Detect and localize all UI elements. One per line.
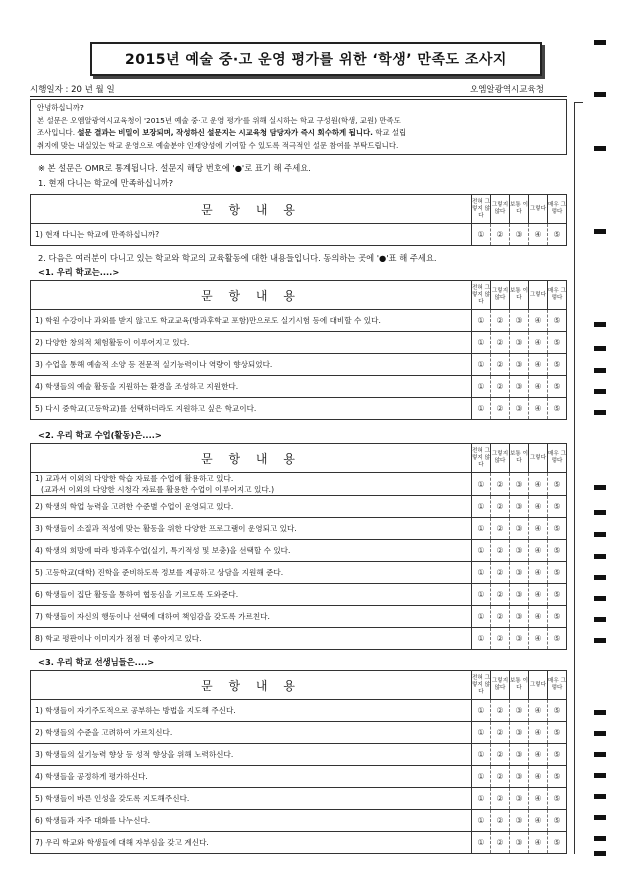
table-row <box>31 224 567 246</box>
timing-mark <box>594 485 606 490</box>
question-text: 3) 수업을 통해 예술적 소양 등 전문적 실기능력이나 역량이 향상되었다. <box>31 354 472 376</box>
question-text: 4) 학생들의 예술 활동을 지원하는 환경을 조성하고 지원한다. <box>31 376 472 398</box>
answer-option-2[interactable]: ② <box>491 766 510 788</box>
answer-option-5[interactable]: ⑤ <box>548 766 567 788</box>
answer-option-2[interactable]: ② <box>491 473 510 496</box>
scale-label: 그렇지 않다 <box>491 444 510 473</box>
answer-option-5[interactable]: ⑤ <box>548 496 567 518</box>
scale-label: 그렇지 않다 <box>491 281 510 310</box>
section-1-table <box>30 280 567 420</box>
answer-option-4[interactable]: ④ <box>529 562 548 584</box>
answer-option-5[interactable]: ⑤ <box>548 584 567 606</box>
answer-option-2[interactable]: ② <box>491 540 510 562</box>
scale-label: 전혀 그렇지 않다 <box>472 195 491 224</box>
answer-option-3[interactable]: ③ <box>510 540 529 562</box>
answer-option-4[interactable]: ④ <box>529 722 548 744</box>
answer-option-4[interactable]: ④ <box>529 473 548 496</box>
scale-label: 보통 이다 <box>510 195 529 224</box>
question-text: 3) 학생들의 실기능력 향상 등 성적 향상을 위해 노력하신다. <box>31 744 472 766</box>
table-row <box>31 584 567 606</box>
timing-mark <box>594 710 606 715</box>
answer-option-1[interactable]: ① <box>472 584 491 606</box>
answer-option-2[interactable]: ② <box>491 584 510 606</box>
answer-option-3[interactable]: ③ <box>510 562 529 584</box>
answer-option-5[interactable]: ⑤ <box>548 518 567 540</box>
scale-label: 보통 이다 <box>510 444 529 473</box>
answer-option-2[interactable]: ② <box>491 518 510 540</box>
timing-mark <box>594 40 606 45</box>
scale-label: 전혀 그렇지 않다 <box>472 671 491 700</box>
answer-option-4[interactable]: ④ <box>529 376 548 398</box>
intro-line: 취지에 맞는 내실있는 학교 운영으로 예술분야 인재양성에 기여할 수 있도록 적극적인 설문 참여를 부탁드립니다. <box>37 140 399 150</box>
answer-option-4[interactable]: ④ <box>529 584 548 606</box>
table-header: 문 항 내 용 <box>31 281 472 310</box>
answer-option-1[interactable]: ① <box>472 766 491 788</box>
answer-option-2[interactable]: ② <box>491 562 510 584</box>
answer-option-4[interactable]: ④ <box>529 332 548 354</box>
question-text: 2) 학생들의 수준을 고려하여 가르치신다. <box>31 722 472 744</box>
answer-option-4[interactable]: ④ <box>529 766 548 788</box>
answer-option-2[interactable]: ② <box>491 398 510 420</box>
scale-label: 전혀 그렇지 않다 <box>472 444 491 473</box>
scale-label: 전혀 그렇지 않다 <box>472 281 491 310</box>
answer-option-1[interactable]: ① <box>472 540 491 562</box>
table-row <box>31 376 567 398</box>
scale-label: 그렇다 <box>529 281 548 310</box>
question-text: 6) 학생들이 집단 활동을 통하여 협동심을 기르도록 도와준다. <box>31 584 472 606</box>
answer-option-1[interactable]: ① <box>472 562 491 584</box>
answer-option-3[interactable]: ③ <box>510 628 529 650</box>
answer-option-4[interactable]: ④ <box>529 354 548 376</box>
title-text: 2015년 예술 중·고 운영 평가를 위한 ‘학생’ 만족도 조사지 <box>125 52 507 68</box>
answer-option-4[interactable]: ④ <box>529 496 548 518</box>
timing-mark <box>594 346 606 351</box>
answer-option-5[interactable]: ⑤ <box>548 562 567 584</box>
answer-option-2[interactable]: ② <box>491 354 510 376</box>
table-row <box>31 788 567 810</box>
answer-option-3[interactable]: ③ <box>510 722 529 744</box>
answer-option-3[interactable]: ③ <box>510 700 529 722</box>
answer-option-5[interactable]: ⑤ <box>548 788 567 810</box>
timing-mark <box>594 368 606 373</box>
answer-option-4[interactable]: ④ <box>529 518 548 540</box>
timing-mark <box>594 146 606 151</box>
answer-option-2[interactable]: ② <box>491 788 510 810</box>
answer-option-2[interactable]: ② <box>491 722 510 744</box>
answer-option-1[interactable]: ① <box>472 810 491 832</box>
answer-option-5[interactable]: ⑤ <box>548 832 567 854</box>
section-3-title: <3. 우리 학교 선생님들은....> <box>38 657 155 667</box>
answer-option-1[interactable]: ① <box>472 700 491 722</box>
timing-mark <box>594 773 606 778</box>
page-title <box>90 42 542 76</box>
answer-option-3[interactable]: ③ <box>510 354 529 376</box>
question-text: 2) 학생의 학업 능력을 고려한 수준별 수업이 운영되고 있다. <box>31 496 472 518</box>
table-row <box>31 540 567 562</box>
answer-option-4[interactable]: ④ <box>529 628 548 650</box>
timing-mark <box>594 815 606 820</box>
timing-mark <box>594 510 606 515</box>
intro-text: 학교 설립 <box>372 128 407 137</box>
answer-option-3[interactable]: ③ <box>510 496 529 518</box>
question-text: 4) 학생의 희망에 따라 방과후수업(실기, 특기적성 및 보충)을 선택할 수 있다. <box>31 540 472 562</box>
table-row <box>31 766 567 788</box>
timing-mark <box>594 532 606 537</box>
question-text: 5) 다시 중학교(고등학교)를 선택하더라도 지원하고 싶은 학교이다. <box>31 398 472 420</box>
section-1-title: <1. 우리 학교는....> <box>38 267 120 277</box>
answer-option-3[interactable]: ③ <box>510 310 529 332</box>
answer-option-1[interactable]: ① <box>472 628 491 650</box>
table-row <box>31 700 567 722</box>
answer-option-5[interactable]: ⑤ <box>548 540 567 562</box>
intro-emphasis: 설문 결과는 비밀이 보장되며, 작성하신 설문지는 시교육청 담당자가 즉시 회수하게 됩니다. <box>77 128 373 137</box>
answer-option-2[interactable]: ② <box>491 810 510 832</box>
answer-option-4[interactable]: ④ <box>529 224 548 246</box>
scale-label: 보통 이다 <box>510 281 529 310</box>
table-header: 문 항 내 용 <box>31 444 472 473</box>
table-row <box>31 310 567 332</box>
timing-mark <box>594 638 606 643</box>
question-subline: (교과서 이외의 다양한 시청각 자료를 활용한 수업이 이루어지고 있다.) <box>41 485 275 494</box>
answer-option-4[interactable]: ④ <box>529 700 548 722</box>
table-row <box>31 398 567 420</box>
date-field: 시행일자 : 20 년 월 일 <box>30 85 115 95</box>
answer-option-2[interactable]: ② <box>491 376 510 398</box>
table-row <box>31 496 567 518</box>
question-text: 1) 현재 다니는 학교에 만족하십니까? <box>31 224 472 246</box>
answer-option-1[interactable]: ① <box>472 224 491 246</box>
answer-option-1[interactable]: ① <box>472 332 491 354</box>
scale-label: 보통 이다 <box>510 671 529 700</box>
table-row <box>31 332 567 354</box>
answer-option-1[interactable]: ① <box>472 518 491 540</box>
answer-option-5[interactable]: ⑤ <box>548 700 567 722</box>
timing-mark <box>594 752 606 757</box>
table-header: 문 항 내 용 <box>31 671 472 700</box>
question-text: 7) 학생들이 자신의 행동이나 선택에 대하여 책임감을 갖도록 가르친다. <box>31 606 472 628</box>
answer-option-3[interactable]: ③ <box>510 606 529 628</box>
answer-option-2[interactable]: ② <box>491 628 510 650</box>
answer-option-1[interactable]: ① <box>472 496 491 518</box>
timing-mark <box>594 794 606 799</box>
answer-option-5[interactable]: ⑤ <box>548 606 567 628</box>
org-name: 오엠알광역시교육청 <box>470 85 544 95</box>
answer-option-3[interactable]: ③ <box>510 224 529 246</box>
timing-mark <box>594 554 606 559</box>
answer-option-4[interactable]: ④ <box>529 606 548 628</box>
answer-option-2[interactable]: ② <box>491 606 510 628</box>
answer-option-3[interactable]: ③ <box>510 744 529 766</box>
table-row <box>31 628 567 650</box>
timing-mark <box>594 596 606 601</box>
scale-label: 매우 그렇다 <box>548 444 567 473</box>
table-row <box>31 722 567 744</box>
table-row <box>31 562 567 584</box>
timing-mark <box>594 617 606 622</box>
answer-option-3[interactable]: ③ <box>510 810 529 832</box>
answer-option-5[interactable]: ⑤ <box>548 810 567 832</box>
table-row <box>31 810 567 832</box>
intro-text: 조사입니다. <box>37 128 78 137</box>
answer-option-5[interactable]: ⑤ <box>548 398 567 420</box>
answer-option-1[interactable]: ① <box>472 310 491 332</box>
table-row <box>31 832 567 854</box>
answer-option-1[interactable]: ① <box>472 398 491 420</box>
answer-option-3[interactable]: ③ <box>510 376 529 398</box>
answer-option-5[interactable]: ⑤ <box>548 628 567 650</box>
table-row <box>31 518 567 540</box>
answer-option-4[interactable]: ④ <box>529 832 548 854</box>
answer-option-2[interactable]: ② <box>491 832 510 854</box>
question-text <box>31 473 472 496</box>
table-row <box>31 606 567 628</box>
answer-option-3[interactable]: ③ <box>510 473 529 496</box>
answer-option-5[interactable]: ⑤ <box>548 224 567 246</box>
intro-line: 본 설문은 오엠알광역시교육청이 '2015년 예술 중·고 운영 평가'를 위해 실시하는 학교 구성원(학생, 교원) 만족도 <box>37 115 401 125</box>
question-text: 3) 학생들이 소질과 적성에 맞는 활동을 위한 다양한 프로그램이 운영되고 있다. <box>31 518 472 540</box>
intro-box <box>30 99 567 155</box>
answer-option-2[interactable]: ② <box>491 310 510 332</box>
question-text: 6) 학생들과 자주 대화를 나누신다. <box>31 810 472 832</box>
answer-option-1[interactable]: ① <box>472 473 491 496</box>
timing-mark <box>594 389 606 394</box>
answer-option-3[interactable]: ③ <box>510 832 529 854</box>
answer-option-1[interactable]: ① <box>472 788 491 810</box>
omr-rail <box>574 102 575 854</box>
q2-prompt: 2. 다음은 여러분이 다니고 있는 학교와 학교의 교육활동에 대한 내용들입니다. 동의하는 곳에 '●'표 해 주세요. <box>38 253 437 263</box>
answer-option-3[interactable]: ③ <box>510 518 529 540</box>
timing-mark <box>594 851 606 856</box>
answer-option-1[interactable]: ① <box>472 376 491 398</box>
timing-mark <box>594 731 606 736</box>
scale-label: 그렇다 <box>529 444 548 473</box>
answer-option-3[interactable]: ③ <box>510 332 529 354</box>
answer-option-2[interactable]: ② <box>491 700 510 722</box>
timing-mark <box>594 836 606 841</box>
answer-option-1[interactable]: ① <box>472 354 491 376</box>
timing-mark <box>594 92 606 97</box>
answer-option-3[interactable]: ③ <box>510 788 529 810</box>
answer-option-1[interactable]: ① <box>472 722 491 744</box>
answer-option-2[interactable]: ② <box>491 332 510 354</box>
question-text: 4) 학생들을 공정하게 평가하신다. <box>31 766 472 788</box>
scale-label: 매우 그렇다 <box>548 281 567 310</box>
question-text: 7) 우리 학교와 학생들에 대해 자부심을 갖고 계신다. <box>31 832 472 854</box>
timing-mark <box>594 575 606 580</box>
answer-option-3[interactable]: ③ <box>510 766 529 788</box>
question-text: 2) 다양한 창의적 체험활동이 이루어지고 있다. <box>31 332 472 354</box>
scale-label: 그렇다 <box>529 195 548 224</box>
q1-prompt: 1. 현재 다니는 학교에 만족하십니까? <box>38 178 174 188</box>
answer-option-5[interactable]: ⑤ <box>548 332 567 354</box>
section-2-title: <2. 우리 학교 수업(활동)은....> <box>38 430 162 440</box>
answer-option-5[interactable]: ⑤ <box>548 722 567 744</box>
answer-option-4[interactable]: ④ <box>529 810 548 832</box>
answer-option-2[interactable]: ② <box>491 224 510 246</box>
timing-mark <box>594 229 606 234</box>
section-2-table <box>30 443 567 650</box>
answer-option-4[interactable]: ④ <box>529 540 548 562</box>
table-row <box>31 744 567 766</box>
answer-option-4[interactable]: ④ <box>529 310 548 332</box>
intro-line <box>37 127 560 140</box>
timing-mark <box>594 410 606 415</box>
divider <box>30 96 567 97</box>
omr-notice: ※ 본 설문은 OMR로 통계됩니다. 설문지 해당 번호에 '●'로 표기 해 주세요. <box>38 163 311 173</box>
answer-option-1[interactable]: ① <box>472 832 491 854</box>
table-header: 문 항 내 용 <box>31 195 472 224</box>
table-row <box>31 354 567 376</box>
answer-option-1[interactable]: ① <box>472 606 491 628</box>
answer-option-5[interactable]: ⑤ <box>548 310 567 332</box>
scale-label: 매우 그렇다 <box>548 671 567 700</box>
answer-option-1[interactable]: ① <box>472 744 491 766</box>
scale-label: 매우 그렇다 <box>548 195 567 224</box>
question-line: 1) 교과서 이외의 다양한 학습 자료를 수업에 활용하고 있다. <box>35 474 234 483</box>
answer-option-5[interactable]: ⑤ <box>548 744 567 766</box>
answer-option-2[interactable]: ② <box>491 496 510 518</box>
section-3-table <box>30 670 567 854</box>
answer-option-5[interactable]: ⑤ <box>548 376 567 398</box>
q1-table <box>30 194 567 246</box>
answer-option-2[interactable]: ② <box>491 744 510 766</box>
omr-rail-cap <box>574 102 583 103</box>
question-text: 1) 학생들이 자기주도적으로 공부하는 방법을 지도해 주신다. <box>31 700 472 722</box>
intro-line: 안녕하십니까? <box>37 103 84 112</box>
timing-mark <box>594 322 606 327</box>
question-text: 5) 고등학교(대학) 진학을 준비하도록 정보를 제공하고 상담을 지원해 준다. <box>31 562 472 584</box>
answer-option-4[interactable]: ④ <box>529 788 548 810</box>
scale-label: 그렇다 <box>529 671 548 700</box>
answer-option-3[interactable]: ③ <box>510 584 529 606</box>
question-text: 8) 학교 평판이나 이미지가 점점 더 좋아지고 있다. <box>31 628 472 650</box>
scale-label: 그렇지 않다 <box>491 195 510 224</box>
scale-label: 그렇지 않다 <box>491 671 510 700</box>
question-text: 1) 학원 수강이나 과외를 받지 않고도 학교교육(방과후학교 포함)만으로도 실기시험 등에 대비할 수 있다. <box>31 310 472 332</box>
answer-option-5[interactable]: ⑤ <box>548 354 567 376</box>
answer-option-4[interactable]: ④ <box>529 744 548 766</box>
answer-option-3[interactable]: ③ <box>510 398 529 420</box>
question-text: 5) 학생들이 바른 인성을 갖도록 지도해주신다. <box>31 788 472 810</box>
answer-option-4[interactable]: ④ <box>529 398 548 420</box>
table-row <box>31 473 567 496</box>
answer-option-5[interactable]: ⑤ <box>548 473 567 496</box>
